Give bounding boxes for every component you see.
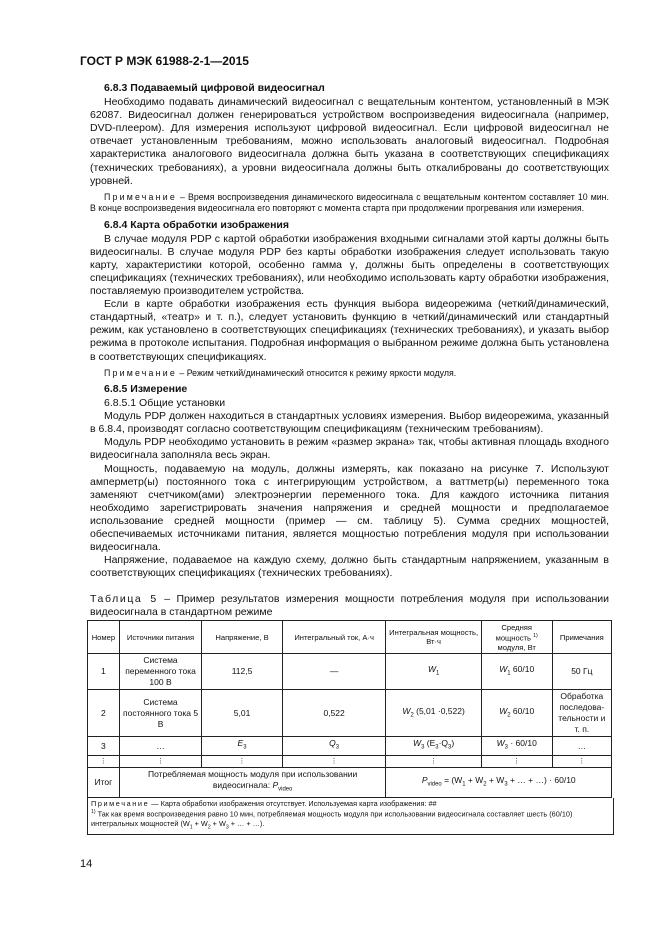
table-row [88,654,612,690]
section-heading-6-8-5: 6.8.5 Измерение [104,383,188,395]
subscript: 2 [507,712,511,719]
header-power-text: Средняя мощность [495,622,533,643]
table-note [91,799,610,809]
symbol: W [427,664,436,675]
cell-total-label: Итог [88,768,120,798]
cell-notes: 50 Гц [552,654,611,690]
subsection-heading-6-8-5-1: 6.8.5.1 Общие установки [104,397,226,410]
formula-text: 60/10 [510,664,535,675]
header-energy: Интегральная мощность, Вт·ч [386,621,481,654]
symbol: W [499,664,508,675]
cell-dots: ⋮ [88,756,120,768]
symbol: E [237,738,244,749]
subscript: 2 [410,712,414,719]
header-power [481,621,552,654]
subscript: 1 [189,824,193,831]
note [90,368,609,379]
cell-source: Система переменного тока 100 В [119,654,202,690]
header-current: Интегральный ток, А·ч [282,621,386,654]
note-text: — Карта обработки изображения отсутствует. Используемая карта изображения: ## [149,798,437,808]
paragraph: Модуль PDP необходимо установить в режим «размер экрана» так, чтобы активная площадь входного видеосигнала заполняла весь экран. [90,436,609,462]
table-caption-text: – Пример результатов измерения мощности потребления модуля при использовании видеосигнала в стандартном режиме [90,593,609,618]
header-source: Источники питания [119,621,202,654]
header-power-unit: модуля, Вт [497,642,536,652]
cell-dots: ⋮ [481,756,552,768]
subscript: 3 [448,745,452,752]
section-heading-6-8-4: 6.8.4 Карта обработки изображения [104,218,290,231]
symbol: W [499,705,508,716]
footnote-text: + … + …). [228,819,265,829]
footnote-text: + W [210,819,226,829]
paragraph: Модуль PDP должен находиться в стандартных условиях измерения. Выбор видеорежима, указанный в 6.8.4, производят согласно соответствующим спецификациям (техническим требованиям). [90,410,609,436]
cell-num: 3 [88,737,120,756]
formula-text: ) [451,738,455,749]
note-text: – Время воспроизведения динамического видеосигнала с вещательным контентом составляет 10 мин. В конце воспроизведения видеосигнала его повторяют с момента старта при продолжении прогревания или измерения. [90,191,609,214]
subscript: video [278,786,293,793]
subscript: 2 [207,824,211,831]
subscript: video [427,781,442,788]
paragraph: Если в карте обработки изображения есть функция выбора видеорежима (четкий/динамический, стандартный, «театр» и т. п.), следует установить функцию в четкий/динамический или стандартный режим, как установлено в соответствующих спецификациях (технических требованиях), и указать выбор режима в протоколе испытания. Подробная информация о выбранном режиме должна быть установлена в соответствующих спецификациях. [90,298,609,363]
cell-power [481,737,552,756]
cell-num: 2 [88,690,120,737]
header-num: Номер [88,621,120,654]
cell-notes: … [552,737,611,756]
symbol: P [272,780,279,791]
cell-power [481,654,552,690]
table-total-row [88,768,612,798]
cell-dots: ⋮ [282,756,386,768]
page-number: 14 [80,858,93,870]
formula-text: · 60/10 [507,738,537,749]
table-caption-label: Таблица 5 [90,593,158,606]
symbol: W [496,738,505,749]
cell-energy [386,654,481,690]
cell-dots: ⋮ [552,756,611,768]
footnote-ref: 1) [533,632,538,639]
cell-dots: ⋮ [386,756,481,768]
total-text: Потребляемая мощность модуля при использовании видеосигнала: [147,769,358,791]
page-content [90,82,609,835]
formula-text: + W [486,774,505,785]
paragraph: Мощность, подаваемую на модуль, должны измерять, как показано на рисунке 7. Используют амперметр(ы) постоянного тока с интегрирующим устройством, а ваттметр(ы) переменного тока заменяют счетчиком(ами) электроэнергии переменного тока. Для каждого источника питания необходимо зарегистрировать значения напряжения и средней мощности и предполагаемое использование средней мощности (пример — см. таблицу 5). Сумма средних мощностей, обеспечиваемых источниками питания, является мощностью потребления модуля при использовании видеосигнала. [90,462,609,554]
subscript: 2 [483,781,487,788]
note-label: Примечание [91,798,150,808]
paragraph: В случае модуля PDP с картой обработки изображения входными сигналами этой карты должны быть видеосигналы. В случае модуля PDP без карты обработки изображения следует использовать такую карту, характеристики которой, особенно гамма γ, должны быть определены в соответствующих спецификациях (технических требованиях), или необходимо использовать карту обработки изображения, поставляемую производителем устройства. [90,232,609,298]
subscript: 1 [462,781,466,788]
subscript: 3 [421,745,425,752]
cell-voltage: 5,01 [202,690,282,737]
subscript: 3 [504,781,508,788]
footnote-text: Так как время воспроизведения равно 10 мин, потребляемая мощность модуля при использовании видеосигнала составляет шесть (60/10) интегральных мощностей (W [91,809,573,829]
footnote-mark: 1) [91,809,96,816]
cell-total-text [119,768,386,798]
cell-source: … [119,737,202,756]
header-voltage: Напряжение, В [202,621,282,654]
note-text: – Режим четкий/динамический относится к режиму яркости модуля. [176,367,457,378]
cell-current [282,737,386,756]
cell-energy [386,690,481,737]
table-row [88,737,612,756]
subscript: 3 [335,745,340,752]
table-ellipsis-row [88,756,612,768]
formula-text: (E [424,738,436,749]
subscript: 1 [435,670,440,677]
footnote-text: + W [192,819,208,829]
table-footnote-1 [91,808,610,833]
cell-voltage: 112,5 [202,654,282,690]
subscript: 3 [243,745,247,752]
cell-current: 0,522 [282,690,386,737]
cell-current: — [282,654,386,690]
table-header-row [88,621,612,654]
formula-text: 60/10 [510,705,535,716]
formula-text: ·Q [438,738,449,749]
formula-text: + W [465,774,484,785]
paragraph: Необходимо подавать динамический видеосигнал с вещательным контентом, установленный в МЭК 62087. Видеосигнал должен генерироваться устройством воспроизведения видеосигнала (например, DVD-плеером). Для измерения используют цифровой видеосигнал. Если цифровой видеосигнал не отвечает установленным требованиям, можно использовать аналоговый видеосигнал. Подробная характеристика аналогового видеосигнала должна быть указана в соответствующих спецификациях (технических требованиях), а уровни видеосигнала должны быть откалиброваны до соответствующих уровней. [90,96,609,187]
power-table [87,620,612,797]
formula-text: + … + …) · 60/10 [507,774,576,785]
note [90,192,609,215]
paragraph: Напряжение, подаваемое на каждую схему, должно быть стандартным напряжением, указанным в соответствующих спецификациях (технических требованиях). [90,554,609,580]
standard-header: ГОСТ Р МЭК 61988-2-1—2015 [80,54,249,68]
subscript: 3 [435,745,439,752]
subscript: 1 [507,670,511,677]
symbol: P [421,774,428,785]
cell-total-formula [386,768,612,798]
cell-energy [386,737,481,756]
subscript: 3 [504,745,508,752]
table-caption [90,593,609,618]
cell-source: Система постоянного тока 5 В [119,690,202,737]
subscript: 3 [225,824,229,831]
symbol: Q [329,738,336,749]
formula-text: = (W [441,774,463,785]
table-row [88,690,612,737]
cell-dots: ⋮ [202,756,282,768]
note-label: Примечание [104,191,177,202]
symbol: W [402,705,411,716]
formula-text: (5,01 ·0,522) [413,705,465,716]
note-label: Примечание [104,367,177,378]
cell-voltage [202,737,282,756]
header-notes: Примечания [552,621,611,654]
section-heading-6-8-3: 6.8.3 Подаваемый цифровой видеосигнал [104,82,325,94]
cell-dots: ⋮ [119,756,202,768]
table-footnotes [87,798,614,836]
cell-num: 1 [88,654,120,690]
symbol: W [413,738,422,749]
cell-power [481,690,552,737]
cell-notes: Обработка последова-тельности и т. п. [552,690,611,737]
